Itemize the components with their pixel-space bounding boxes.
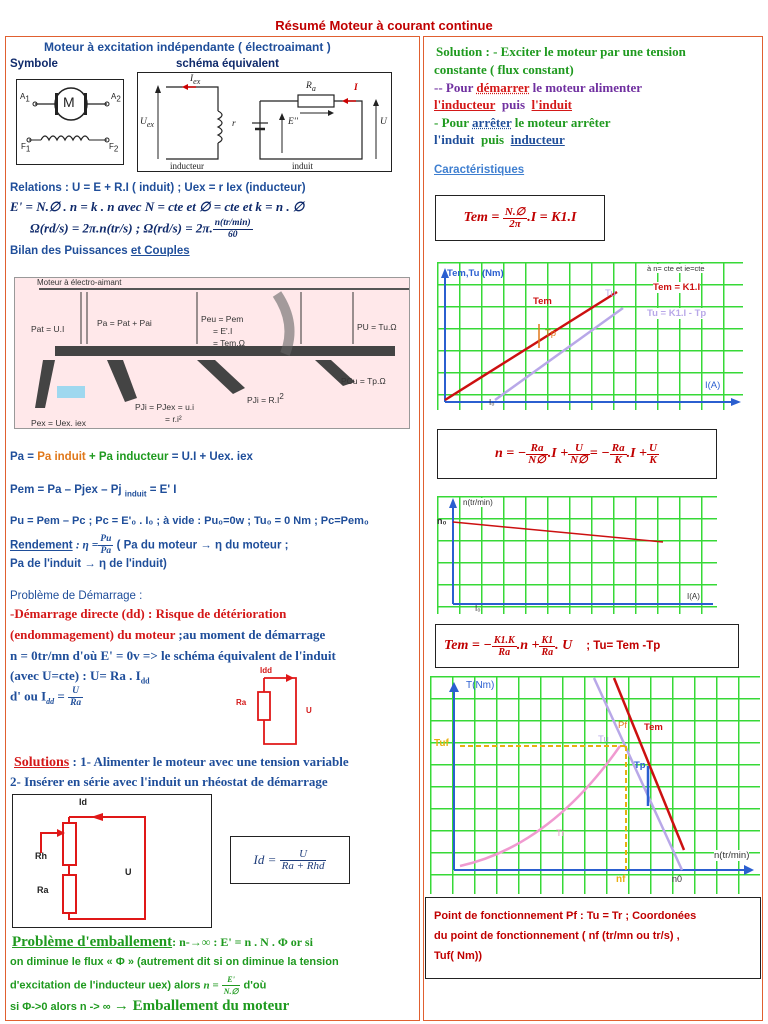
ra-label: $R_a$ — [306, 81, 316, 93]
a1-label: A1 — [20, 92, 30, 104]
r-label: r — [232, 119, 236, 129]
power-balance-diagram — [14, 277, 410, 429]
pcu-label: PCu = Tp.Ω — [341, 376, 386, 386]
operating-point-box — [425, 897, 761, 979]
chart1-i0-label: I₀ — [489, 398, 495, 407]
u-label: U — [380, 117, 387, 127]
id-formula-box: Id = $\frac{U}{\text{Ra + Rhd}}$ — [230, 836, 350, 884]
speed-line — [453, 522, 663, 542]
idd-label: Idd — [260, 666, 272, 675]
pf-text-line-1: Point de fonctionnement Pf : Tu = Tr ; Coordonées — [434, 910, 697, 922]
dd-line-5: d' ou $I_{dd}$ = $\frac{U}{Ra}$ — [10, 686, 82, 708]
inducteur-label: inducteur — [170, 161, 204, 171]
chart3-tp-label: Tp — [634, 760, 646, 771]
peu-label-1: Peu = Pem — [201, 314, 244, 324]
tr-curve — [460, 746, 620, 866]
emballement-heading: Problème d'emballement: n-→∞ : E' = n . N . Φ or si — [12, 934, 313, 950]
tem-speed-formula-box: Tem = − $\frac{K1.K}{Ra}$ .n + $\frac{K1}{Ra}$ . U ; Tu= Tem -Tp — [435, 624, 739, 668]
tu-curve — [594, 678, 682, 870]
tu-line — [495, 308, 623, 400]
pat-label: Pat = U.I — [31, 324, 65, 334]
solution-right-2: constante ( flux constant) — [434, 62, 574, 77]
arreter-line: - Pour arrêter le moteur arrêter — [434, 115, 611, 130]
rendement-line: Rendement : η = $\frac{Pu}{Pa}$ ( Pa du moteur → η du moteur ; — [10, 534, 289, 556]
solution-right-1: Solution : - Exciter le moteur par une tension — [436, 44, 686, 59]
chart1-note: à n= cte et ie=cte — [647, 264, 705, 273]
start-circuit-drawing — [230, 666, 330, 748]
peu-label-2: = E'.I — [213, 326, 233, 336]
demarrer-line-2: l'inducteur puis l'induit — [434, 97, 573, 112]
dd-line-4: (avec U=cte) : U= Ra . $I_{dd}$ — [10, 668, 150, 686]
speed-formula-box: n = − $\frac{Ra}{N\emptyset}$ .I + $\frac{U}{N\emptyset}$ = − $\frac{Ra}{K}$ .I + $\frac{U}{K}$ — [437, 429, 717, 479]
symbole-label: Symbole — [10, 58, 58, 70]
pem-line: Pem = Pa – Pjex – Pj $_{induit}$ = E' I — [10, 484, 177, 499]
emf-formula: E' = N.∅ . n = k . n avec N = cte et ∅ = cte et k = n . ∅ — [10, 199, 305, 214]
chart3-tr-label: Tr — [556, 828, 565, 839]
motor-symbol — [16, 79, 124, 165]
chart2-xlabel: I(A) — [687, 592, 700, 601]
chart3-nf-label: nf — [616, 874, 626, 885]
speed-current-drawing — [437, 496, 717, 614]
chart1-xlabel: I(A) — [705, 380, 721, 391]
relations-line: Relations : U = E + R.I ( induit) ; Uex = r Iex (inducteur) — [10, 182, 306, 194]
induit-label: induit — [292, 161, 314, 171]
chart1-legend-tu: Tu = K1.I - Tp — [647, 308, 707, 319]
bilan-heading: Bilan des Puissances et Couples — [10, 245, 190, 257]
rheostat-circuit-drawing — [13, 795, 213, 929]
emballement-line-4: si Φ->0 alors n -> ∞ → Emballement du moteur — [10, 998, 290, 1014]
chart3-tem-label: Tem — [644, 722, 663, 733]
f2-label: F2 — [109, 142, 119, 154]
emballement-line-3: d'excitation de l'inducteur uex) alors n = $\frac{E'}{N.\emptyset}$ d'où — [10, 975, 267, 996]
emballement-line-2: on diminue le flux « Φ » (autrement dit si on diminue la tension — [10, 956, 339, 968]
chart3-n0-label: n0 — [672, 874, 683, 884]
small-ra-label: Ra — [236, 698, 247, 707]
chart3-pf-label: Pf — [618, 720, 627, 731]
tem-formula-box: Tem = $\frac{N.\emptyset}{2\pi}$ .I = K1.I — [435, 195, 605, 241]
dd-line-1: -Démarrage directe (dd) : Risque de détérioration — [10, 606, 287, 621]
omega-formula: Ω(rd/s) = 2π.n(tr/s) ; Ω(rd/s) = 2π. $\frac{n(tr/\min)}{60}$ — [30, 218, 251, 240]
equivalent-circuit — [137, 72, 392, 172]
power-balance-drawing — [15, 278, 410, 429]
caracteristiques-heading: Caractéristiques — [434, 164, 525, 176]
rheostat-id-label: Id — [79, 797, 87, 807]
start-circuit — [230, 666, 330, 748]
dd-line-2: (endommagement) du moteur ;au moment de démarrage — [10, 627, 326, 642]
chart2-ylabel: n(tr/min) — [463, 498, 493, 507]
diagram-title: Moteur à électro-aimant — [37, 278, 122, 287]
chart1-ylabel: Tem,Tu (Nm) — [447, 268, 504, 279]
chart3-xlabel: n(tr/min) — [714, 850, 750, 861]
rheostat-rh-label: Rh — [35, 851, 47, 861]
pjs-label-1: PJi = PJex = u.i — [135, 402, 195, 412]
operating-point-chart — [430, 676, 760, 894]
demarrage-title: Problème de Démarrage : — [10, 590, 143, 602]
pa-label: Pa = Pat + Pai — [97, 318, 152, 328]
pex-label: Pex = Uex. iex — [31, 418, 87, 428]
solution-line-2: 2- Insérer en série avec l'induit un rhéostat de démarrage — [10, 774, 328, 789]
tem-curve — [614, 678, 684, 850]
pu-line: Pu = Pem – Pc ; Pc = E'₀ . I₀ ; à vide : Pu₀=0w ; Tu₀ = 0 Nm ; Pc=Pem₀ — [10, 515, 369, 527]
small-u-label: U — [306, 706, 312, 715]
arreter-line-2: l'induit puis inducteur — [434, 132, 565, 147]
f1-label: F1 — [21, 142, 31, 154]
chart1-tem-label: Tem — [533, 296, 552, 307]
section-heading: Moteur à excitation indépendante ( électroaimant ) — [44, 40, 331, 54]
dd-line-3: n = 0tr/mn d'où E' = 0v => le schéma équivalent de l'induit — [10, 648, 336, 663]
schema-label: schéma équivalent — [176, 58, 279, 70]
page-title: Résumé Moteur à courant continue — [275, 18, 493, 33]
pf-text-line-2: du point de fonctionnement ( nf (tr/mn ou tr/s) , — [434, 930, 680, 942]
chart1-tp-label: Tp — [545, 328, 557, 339]
chart2-i0-label: I₀ — [475, 604, 481, 613]
speed-current-chart — [437, 496, 717, 614]
eprime-label: E'' — [288, 117, 298, 127]
chart3-tu-label: Tu — [598, 734, 609, 745]
chart3-ylabel: T(Nm) — [466, 680, 495, 691]
pjs-label-2: = r.i² — [165, 414, 182, 424]
a2-label: A2 — [111, 92, 121, 104]
rheostat-ra-label: Ra — [37, 885, 49, 895]
torque-current-chart — [437, 262, 743, 410]
motor-m-label: M — [63, 94, 75, 110]
demarrer-line: -- Pour démarrer le moteur alimenter — [434, 80, 643, 95]
pji-label: PJi = R.I2 — [247, 392, 284, 405]
tem-line — [445, 292, 617, 400]
rheostat-circuit — [12, 794, 212, 928]
solution-line-1: Solutions : 1- Alimenter le moteur avec une tension variable — [14, 754, 349, 770]
pu-label: PU = Tu.Ω — [357, 322, 397, 332]
rendement-line-2: Pa de l'induit → η de l'induit) — [10, 558, 167, 570]
chart3-tuf-label: Tuf — [434, 738, 449, 749]
uex-label: $U_{ex}$ — [140, 117, 154, 129]
chart2-n0-label: n₀ — [437, 516, 447, 526]
operating-point-drawing — [430, 676, 760, 894]
i-label: I — [354, 83, 358, 93]
pa-line: Pa = Pa induit + Pa inducteur = U.I + Uex. iex — [10, 451, 253, 463]
rheostat-u-label: U — [125, 867, 132, 877]
peu-label-3: = Tem.Ω — [213, 338, 245, 348]
chart1-legend-tem: Tem = K1.I — [653, 282, 701, 293]
iex-label: $I_{ex}$ — [190, 74, 201, 86]
pf-text-line-3: Tuf( Nm)) — [434, 950, 483, 962]
chart1-tu-label: Tu — [605, 288, 616, 299]
